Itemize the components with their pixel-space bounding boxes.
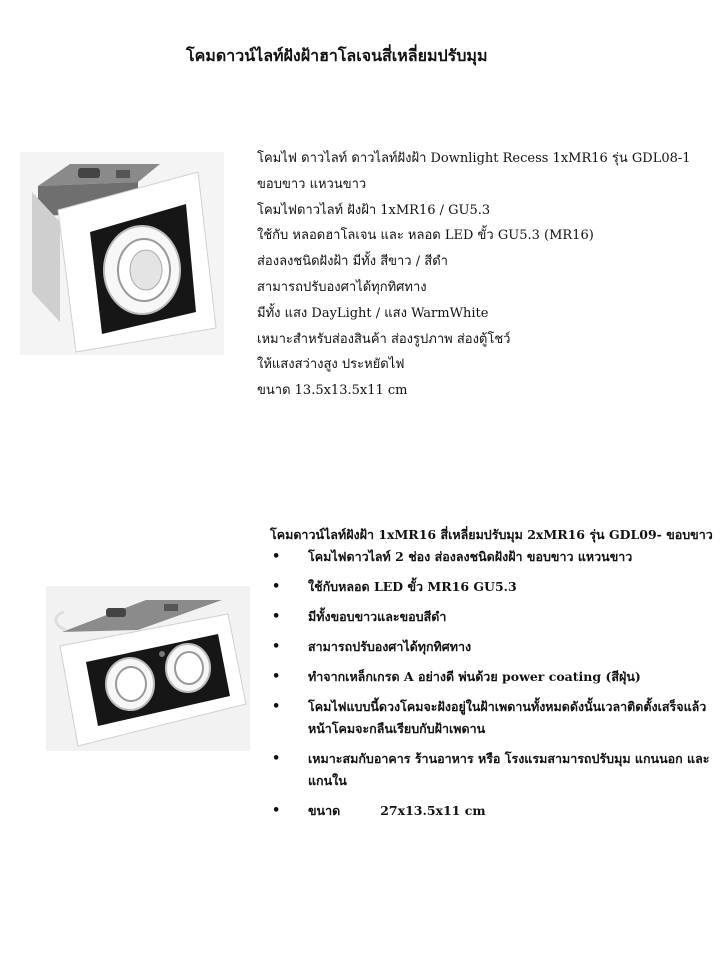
bullet-icon: • [272,549,281,564]
list-item [270,696,710,740]
list-item-size [270,800,710,822]
product1-line: มีทั้ง แสง DayLight / แสง WarmWhite [257,305,489,321]
size-value: 27x13.5x11 cm [380,803,486,818]
product-image-single-downlight [20,152,224,355]
feature-text: ทำจากเหล็กเกรด A อย่างดี พ่นด้วย power coating (สีฝุ่น) [308,669,641,684]
product2-feature-list [270,546,710,826]
feature-text: โคมไฟแบบนี้ดวงโคมจะฝังอยู่ในฝ้าเพดานทั้งหมดดังนั้นเวลาติดตั้งเสร็จแล้ว หน้าโคมจะกลืนเรียบกับฝ้าเพดาน [308,699,707,736]
page-title: โคมดาวน์ไลท์ฝังฝ้าฮาโลเจนสี่เหลี่ยมปรับมุม [186,46,488,65]
bullet-icon: • [272,751,281,766]
single-downlight-illustration [20,152,224,355]
product1-line: โคมไฟ ดาวไลท์ ดาวไลท์ฝังฝ้า Downlight Recess 1xMR16 รุ่น GDL08-1 [257,151,691,166]
bullet-icon: • [272,579,281,594]
product1-line: โคมไฟดาวไลท์ ฝังฝ้า 1xMR16 / GU5.3 [257,202,491,218]
feature-text: ใช้กับหลอด LED ขั้ว MR16 GU5.3 [308,579,517,594]
product2-heading: โคมดาวน์ไลท์ฝังฝ้า 1xMR16 สี่เหลี่ยมปรับมุม 2xMR16 รุ่น GDL09- ขอบขาว [270,527,713,542]
list-item [270,666,710,688]
product1-line: ให้แสงสว่างสูง ประหยัดไฟ [257,357,405,373]
list-item [270,606,710,628]
product1-description [257,146,707,404]
product1-line: สามารถปรับองศาได้ทุกทิศทาง [257,279,427,295]
product-image-double-downlight [46,586,250,751]
list-item [270,748,710,792]
bullet-icon: • [272,609,281,624]
bullet-icon: • [272,669,281,684]
double-downlight-illustration [46,586,250,751]
list-item [270,546,710,568]
product1-line: ขนาด 13.5x13.5x11 cm [257,383,408,399]
bullet-icon: • [272,639,281,654]
bullet-icon: • [272,803,281,818]
product1-line: เหมาะสำหรับส่องสินค้า ส่องรูปภาพ ส่องตู้โชว์ [257,331,511,347]
feature-text: มีทั้งขอบขาวและขอบสีดำ [308,609,447,624]
size-label: ขนาด [308,803,341,818]
feature-text: โคมไฟดาวไลท์ 2 ช่อง ส่องลงชนิดฝังฝ้า ขอบขาว แหวนขาว [308,549,633,564]
feature-text: สามารถปรับองศาได้ทุกทิศทาง [308,639,472,654]
feature-text: เหมาะสมกับอาคาร ร้านอาหาร หรือ โรงแรมสามารถปรับมุม แกนนอก และแกนใน [308,751,710,788]
bullet-icon: • [272,699,281,714]
product1-line: ส่องลงชนิดฝังฝ้า มีทั้ง สีขาว / สีดำ [257,254,448,270]
list-item [270,636,710,658]
list-item [270,576,710,598]
product1-line: ใช้กับ หลอดฮาโลเจน และ หลอด LED ขั้ว GU5.3 (MR16) [257,228,594,244]
product1-line: ขอบขาว แหวนขาว [257,176,367,192]
